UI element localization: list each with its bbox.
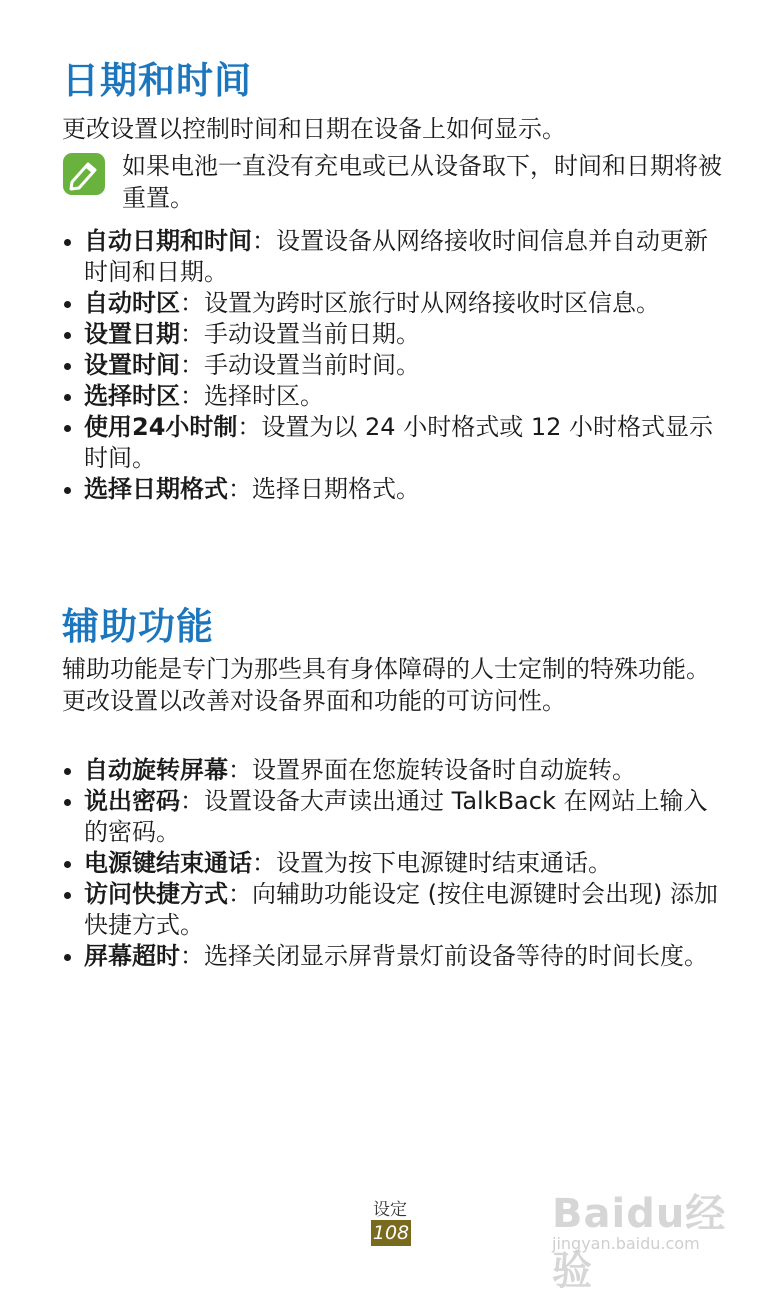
list-item xyxy=(62,350,722,381)
list-item-description: ：选择关闭显示屏背景灯前设备等待的时间长度。 xyxy=(180,942,708,970)
date-time-options-list xyxy=(62,226,722,505)
list-item xyxy=(62,226,722,288)
list-item xyxy=(62,288,722,319)
watermark-brand: Baidu经验 xyxy=(552,1191,727,1294)
note-icon xyxy=(62,152,106,196)
list-item-term: 访问快捷方式 xyxy=(84,880,228,908)
watermark-url: jingyan.baidu.com xyxy=(552,1234,700,1253)
list-item-term: 电源键结束通话 xyxy=(84,849,252,877)
list-item-description: ：选择时区。 xyxy=(180,382,324,410)
list-item-description: ：设置界面在您旋转设备时自动旋转。 xyxy=(228,756,636,784)
list-item xyxy=(62,848,722,879)
list-item-description: ：手动设置当前日期。 xyxy=(180,320,420,348)
list-item-description: ：设置为跨时区旅行时从网络接收时区信息。 xyxy=(180,289,660,317)
list-item-description: ：设置为以 24 小时格式或 12 小时格式显示时间。 xyxy=(84,413,713,472)
section-intro: 更改设置以控制时间和日期在设备上如何显示。 xyxy=(62,115,566,143)
list-item-description: ：手动设置当前时间。 xyxy=(180,351,420,379)
list-item-term: 说出密码 xyxy=(84,787,180,815)
list-item-description: ：向辅助功能设定 (按住电源键时会出现) 添加快捷方式。 xyxy=(84,880,718,939)
list-item-description: ：设置为按下电源键时结束通话。 xyxy=(252,849,612,877)
footer-section-label: 设定 xyxy=(373,1200,407,1220)
list-item xyxy=(62,319,722,350)
list-item-description: ：设置设备大声读出通过 TalkBack 在网站上输入的密码。 xyxy=(84,787,708,846)
list-item xyxy=(62,412,722,474)
section-title-date-time: 日期和时间 xyxy=(62,59,252,102)
list-item-term: 自动旋转屏幕 xyxy=(84,756,228,784)
list-item-description: ：选择日期格式。 xyxy=(228,475,420,503)
list-item xyxy=(62,786,722,848)
list-item-term: 设置时间 xyxy=(84,351,180,379)
list-item-description: ：设置设备从网络接收时间信息并自动更新时间和日期。 xyxy=(84,227,708,286)
accessibility-options-list xyxy=(62,755,722,972)
list-item-term: 自动时区 xyxy=(84,289,180,317)
watermark xyxy=(552,1160,752,1294)
list-item-term: 选择日期格式 xyxy=(84,475,228,503)
list-item-term: 选择时区 xyxy=(84,382,180,410)
list-item-term: 使用24小时制 xyxy=(84,413,238,441)
list-item xyxy=(62,474,722,505)
list-item xyxy=(62,381,722,412)
list-item xyxy=(62,879,722,941)
list-item xyxy=(62,755,722,786)
list-item xyxy=(62,941,722,972)
note-text: 如果电池一直没有充电或已从设备取下，时间和日期将被重置。 xyxy=(122,152,722,212)
list-item-term: 自动日期和时间 xyxy=(84,227,252,255)
page-number: 108 xyxy=(372,1222,410,1244)
list-item-term: 屏幕超时 xyxy=(84,942,180,970)
section-intro: 辅助功能是专门为那些具有身体障碍的人士定制的特殊功能。更改设置以改善对设备界面和功能的可访问性。 xyxy=(62,655,710,715)
list-item-term: 设置日期 xyxy=(84,320,180,348)
section-title-accessibility: 辅助功能 xyxy=(62,605,214,648)
